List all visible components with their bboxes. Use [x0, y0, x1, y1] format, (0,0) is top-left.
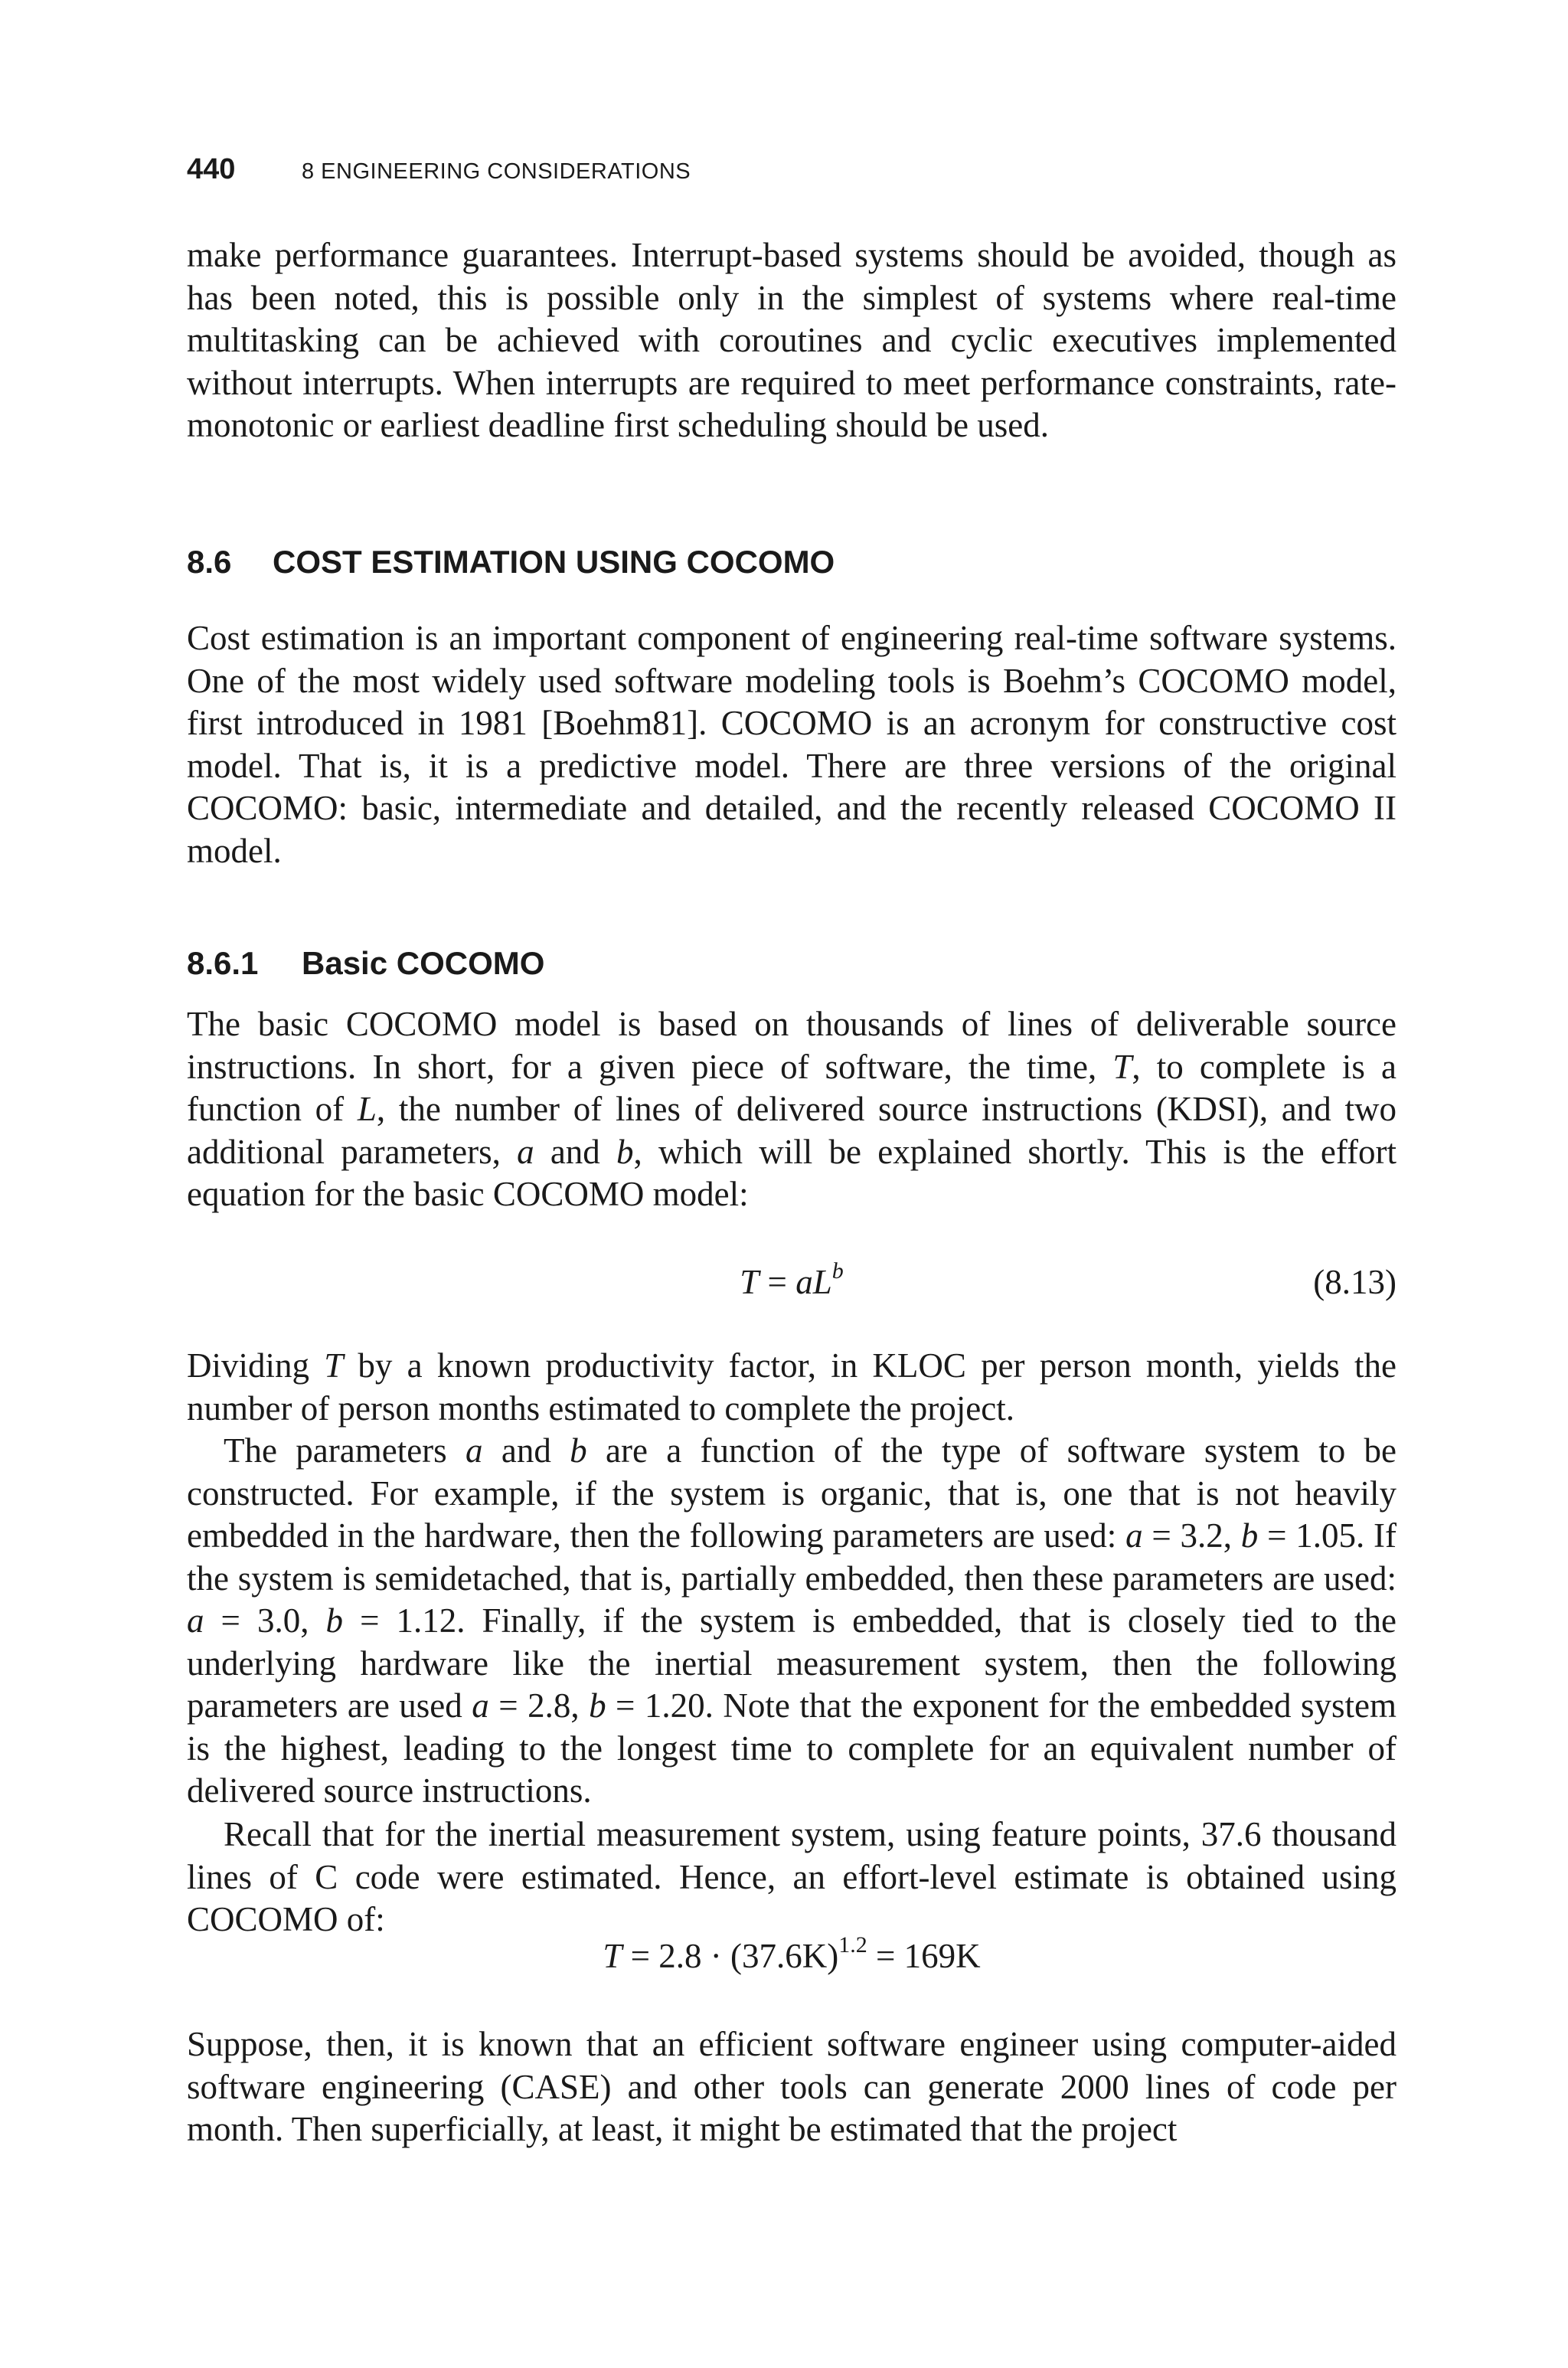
paragraph-4: Recall that for the inertial measurement system, using feature points, 37.6 thousand lines of C code were estimated. Hence, an effort-level estimate is obtained using COCOMO of: — [187, 1815, 1396, 1938]
subsection-title: Basic COCOMO — [302, 945, 545, 981]
paragraph-4-block — [187, 1814, 1396, 1941]
section-paragraph-block — [187, 617, 1396, 872]
paragraph-3: The parameters a and b are a function of the type of software system to be constructed. For example, if the system is organic, that is, one that is not heavily embedded in the hardware, then the following parameters are used: a = 3.2, b = 1.05. If the system is semidetached, that is, partially embedded, then these parameters are used: a = 3.0, b = 1.12. Finally, if the system is embedded, that is closely tied to the underlying hardware like the inertial measurement system, then the following parameters are used a = 2.8, b = 1.20. Note that the exponent for the embedded system is the highest, leading to the longest time to complete for an equivalent number of delivered source instructions. — [187, 1431, 1396, 1810]
subsection-heading — [187, 945, 1396, 982]
intro-paragraph: make performance guarantees. Interrupt-based systems should be avoided, though as has been noted, this is possible only in the simplest of systems where real-time multitasking can be achieved with coroutines and cyclic executives implemented without interrupts. When interrupts are required to meet performance constraints, rate-monotonic or earliest deadline first scheduling should be used. — [187, 236, 1396, 444]
equation-number: (8.13) — [1313, 1263, 1396, 1301]
intro-paragraph-block — [187, 234, 1396, 447]
paragraph-2-block — [187, 1345, 1396, 1430]
section-paragraph: Cost estimation is an important component of engineering real-time software systems. One of the most widely used software modeling tools is Boehm’s COCOMO model, first introduced in 1981 [Boehm81]. COCOMO is an acronym for constructive cost model. That is, it is a predictive model. There are three versions of the original COCOMO: basic, intermediate and detailed, and the recently released COCOMO II model. — [187, 619, 1396, 870]
subsection-number: 8.6.1 — [187, 945, 259, 981]
equation-8-13-expression: $T = aL^b$ — [740, 1258, 844, 1301]
paragraph-5: Suppose, then, it is known that an efficient software engineer using computer-aided software engineering (CASE) and other tools can generate 2000 lines of code per month. Then superficially, at least, it might be estimated that the project — [187, 2025, 1396, 2148]
paragraph-1: The basic COCOMO model is based on thousands of lines of deliverable source instructions. In short, for a given piece of software, the time, T, to complete is a function of L, the number of lines of delivered source instructions (KDSI), and two additional parameters, a and b, which will be explained shortly. This is the effort equation for the basic COCOMO model: — [187, 1005, 1396, 1213]
running-head — [187, 153, 691, 186]
section-number: 8.6 — [187, 544, 232, 580]
paragraph-1-block — [187, 1003, 1396, 1216]
section-heading — [187, 544, 1396, 581]
paragraph-2: Dividing T by a known productivity factor, in KLOC per person month, yields the number of person months estimated to complete the project. — [187, 1346, 1396, 1428]
paragraph-3-block — [187, 1430, 1396, 1813]
running-title: 8 ENGINEERING CONSIDERATIONS — [302, 159, 691, 184]
section-title: COST ESTIMATION USING COCOMO — [273, 544, 835, 580]
equation-effort-expression: $T = 2.8 \cdot (37.6K)^{1.2} = 169K$ — [603, 1932, 981, 1975]
paragraph-5-block — [187, 2023, 1396, 2151]
page-number: 440 — [187, 153, 236, 185]
